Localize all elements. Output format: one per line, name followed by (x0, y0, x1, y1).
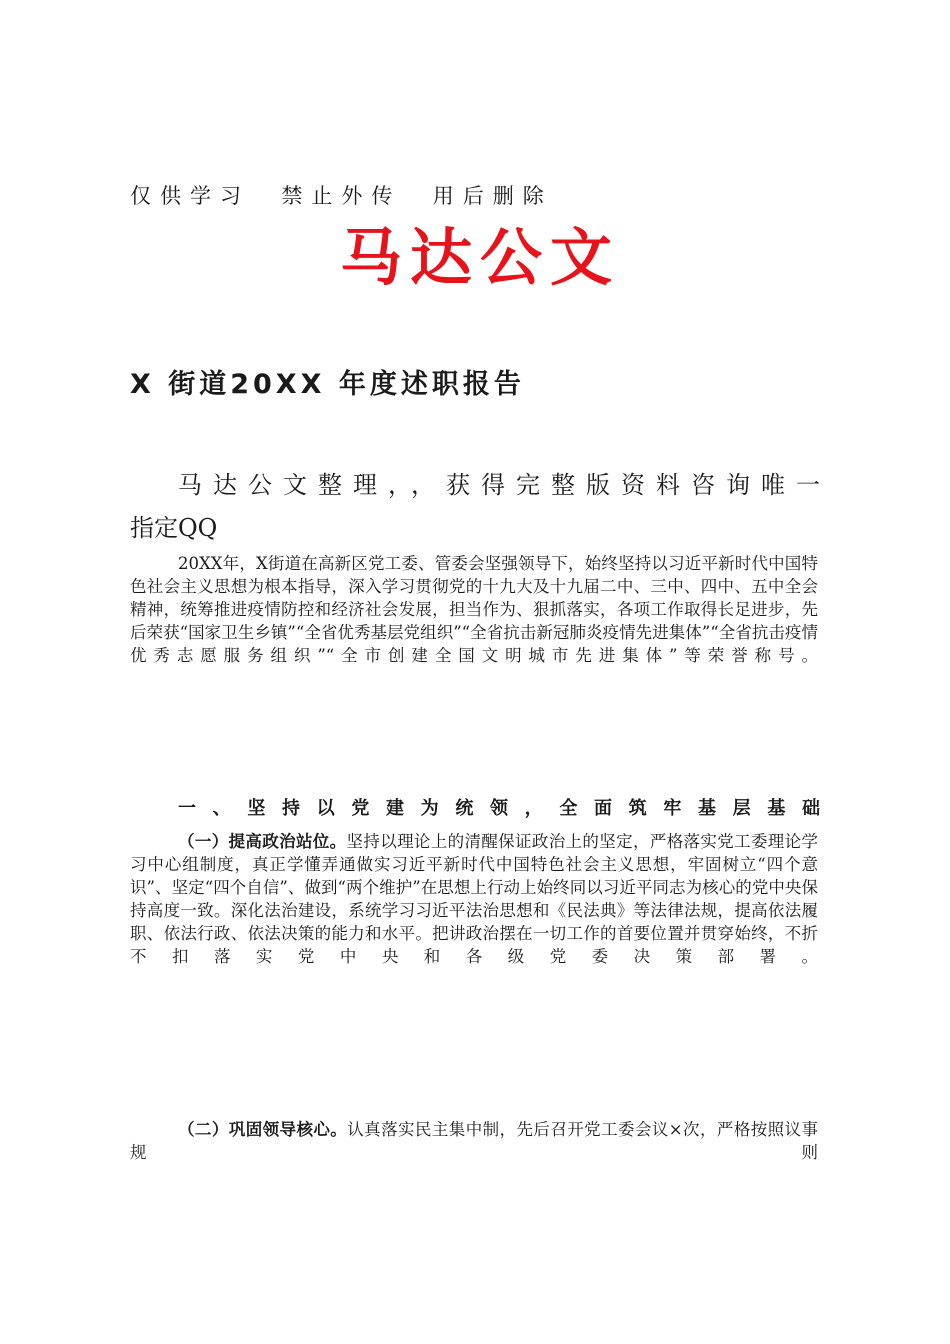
paragraph-overview (130, 552, 818, 667)
brand-title: 马达公文 (340, 221, 621, 294)
intro-line-2: 指定QQ (130, 514, 218, 542)
paragraph-leadership-core (130, 1118, 818, 1164)
usage-notice: 仅供学习 禁止外传 用后删除 (130, 184, 553, 208)
intro-paragraph (130, 464, 820, 550)
subsection-1-text: 坚持以理论上的清醒保证政治上的坚定，严格落实党工委理论学习中心组制度，真正学懂弄通做实习近平新时代中国特色社会主义思想，牢固树立“四个意识”、坚定“四个自信”、做到“两个维护”在思想上行动上始终同以习近平同志为核心的党中央保持高度一致。深化法治建设，系统学习习近平法治思想和《民法典》等法律法规，提高依法履职、依法行政、依法决策的能力和水平。把讲政治摆在一切工作的首要位置并贯穿始终，不折不扣落实党中央和各级党委决策部署。 (130, 832, 819, 966)
subsection-2-text: 认真落实民主集中制，先后召开党工委会议×次，严格按照议事规则 (130, 1120, 819, 1162)
document-title: X 街道20XX 年度述职报告 (130, 369, 525, 400)
subheading-1: （一）提高政治站位。 (178, 832, 347, 851)
intro-line-1: 马达公文整理，，获得完整版资料咨询唯一 (178, 471, 820, 499)
paragraph-political-stance (130, 830, 818, 968)
section-heading-1: 一、坚持以党建为统领，全面筑牢基层基础 (178, 798, 820, 819)
overview-text: 20XX年，X街道在高新区党工委、管委会坚强领导下，始终坚持以习近平新时代中国特色社会主义思想为根本指导，深入学习贯彻党的十九大及十九届二中、三中、四中、五中全会精神，统筹推进疫情防控和经济社会发展，担当作为、狠抓落实，各项工作取得长足进步，先后荣获“国家卫生乡镇”“全省优秀基层党组织”“全省抗击新冠肺炎疫情先进集体”“全省抗击疫情优秀志愿服务组织”“全市创建全国文明城市先进集体”等荣誉称号。 (130, 554, 818, 665)
subheading-2: （二）巩固领导核心。 (178, 1120, 348, 1139)
